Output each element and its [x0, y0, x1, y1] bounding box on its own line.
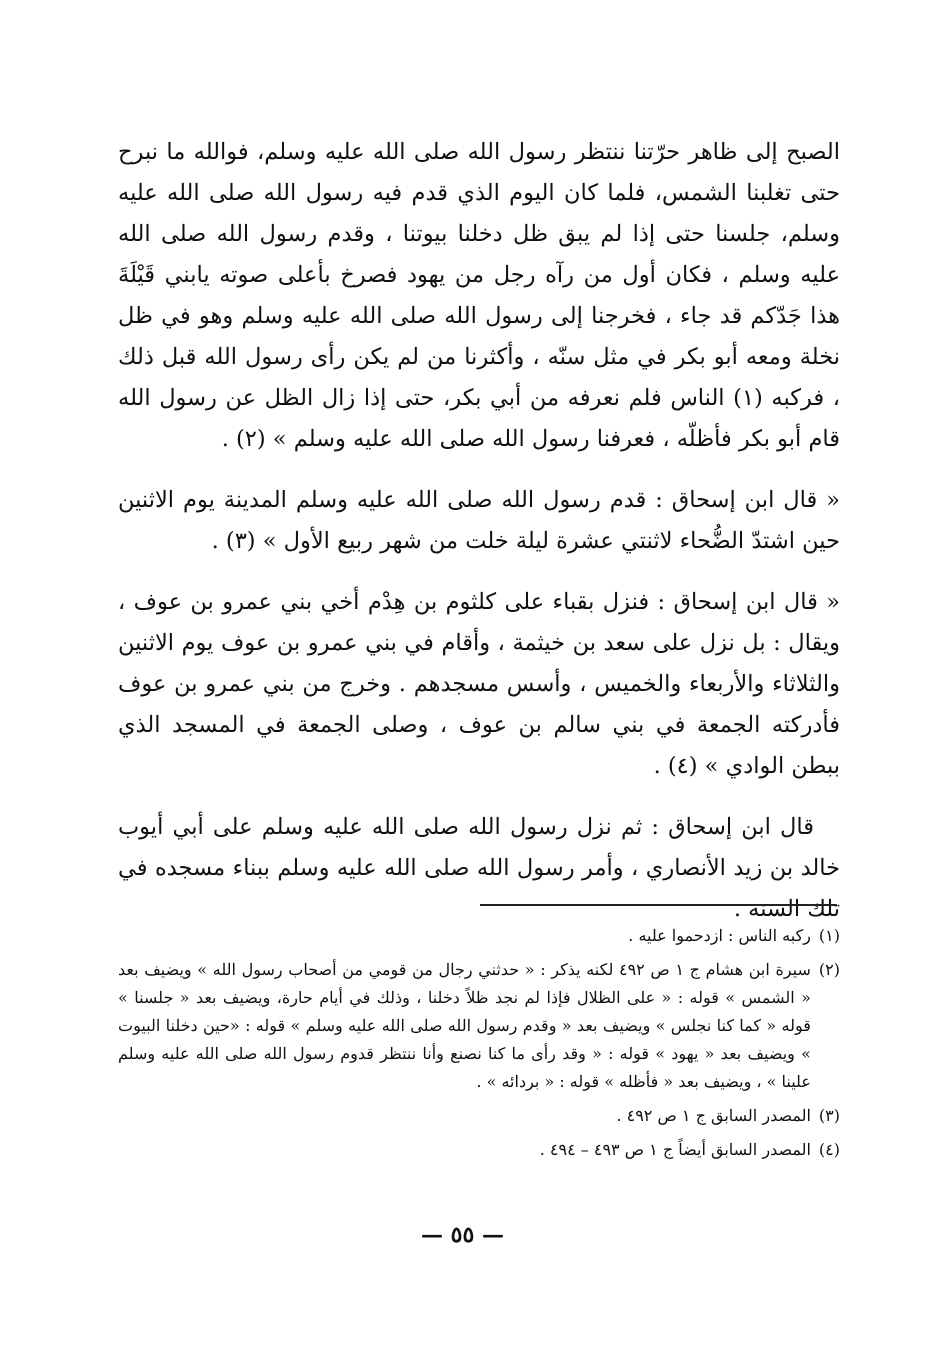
- footnote-4: [118, 1136, 840, 1164]
- main-text: [118, 132, 840, 930]
- footnote-separator: [480, 904, 837, 906]
- footnote-2: [118, 956, 840, 1096]
- footnote-text: سيرة ابن هشام ج ١ ص ٤٩٢ لكنه يذكر : « حدثني رجال من قومي من أصحاب رسول الله » ويضيف بعد « الشمس » قوله : « على الظلال فإذا لم نجد ظلاً دخلنا ، وذلك في أيام حارة، ويضيف بعد « جلسنا » قوله « كما كنا نجلس » ويضيف بعد « وقدم رسول الله صلى الله عليه وسلم » قوله : «حين دخلنا البيوت » ويضيف بعد « يهود » قوله : « وقد رأى ما كنا نصنع وأنا ننتظر قدوم رسول الله صلى الله عليه وسلم علينا » ، ويضيف بعد « فأظله » قوله : « بردائه » .: [118, 960, 811, 1091]
- footnote-1: [118, 922, 840, 950]
- footnote-number: (٢): [818, 960, 840, 979]
- footnotes: [118, 922, 840, 1170]
- footnote-3: [118, 1102, 840, 1130]
- paragraph-2: « قال ابن إسحاق : قدم رسول الله صلى الله عليه وسلم المدينة يوم الاثنين حين اشتدّ الضُّحاء لاثنتي عشرة ليلة خلت من شهر ربيع الأول » (٣) .: [118, 487, 840, 554]
- footnote-text: المصدر السابق ج ١ ص ٤٩٢ .: [616, 1106, 811, 1125]
- footnote-text: المصدر السابق أيضاً ج ١ ص ٤٩٣ – ٤٩٤ .: [539, 1140, 811, 1159]
- footnote-number: (٤): [818, 1140, 840, 1159]
- paragraph-1: الصبح إلى ظاهر حرّتنا ننتظر رسول الله صلى الله عليه وسلم، فوالله ما نبرح حتى تغلبنا الشمس، فلما كان اليوم الذي قدم فيه رسول الله صلى الله عليه وسلم، جلسنا حتى إذا لم يبق ظل دخلنا بيوتنا ، وقدم رسول الله صلى الله عليه وسلم ، فكان أول من رآه رجل من يهود فصرخ بأعلى صوته يابني قَيْلَةَ هذا جَدّكم قد جاء ، فخرجنا إلى رسول الله صلى الله عليه وسلم وهو في ظل نخلة ومعه أبو بكر في مثل سنّه ، وأكثرنا من لم يكن رأى رسول الله قبل ذلك ، فركبه (١) الناس فلم نعرفه من أبي بكر، حتى إذا زال الظل عن رسول الله قام أبو بكر فأظلّه ، فعرفنا رسول الله صلى الله عليه وسلم » (٢) .: [118, 139, 840, 452]
- footnote-number: (١): [818, 926, 840, 945]
- footnote-number: (٣): [818, 1106, 840, 1125]
- page-number: — ٥٥ —: [421, 1222, 504, 1248]
- paragraph-4: قال ابن إسحاق : ثم نزل رسول الله صلى الله عليه وسلم على أبي أيوب خالد بن زيد الأنصاري ، وأمر رسول الله صلى الله عليه وسلم ببناء مسجده في تلك السنة .: [118, 814, 840, 922]
- footnote-text: ركبه الناس : ازدحموا عليه .: [628, 926, 811, 945]
- paragraph-3: « قال ابن إسحاق : فنزل بقباء على كلثوم بن هِدْم أخي بني عمرو بن عوف ، ويقال : بل نزل على سعد بن خيثمة ، وأقام في بني عمرو بن عوف يوم الاثنين والثلاثاء والأربعاء والخميس ، وأسس مسجدهم . وخرج من بني عمرو بن عوف فأدركته الجمعة في بني سالم بن عوف ، وصلى الجمعة في المسجد الذي ببطن الوادي » (٤) .: [118, 589, 840, 779]
